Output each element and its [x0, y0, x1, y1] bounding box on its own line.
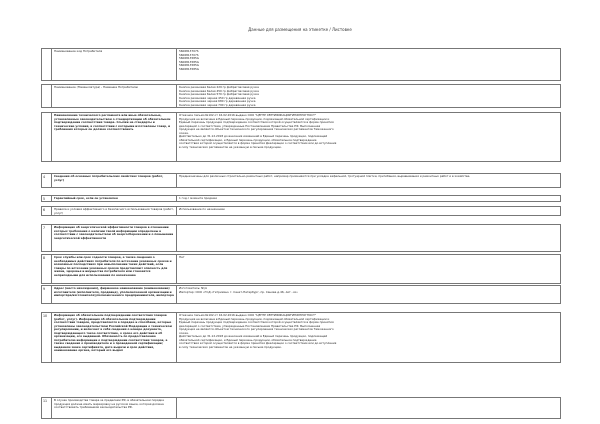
table-row [41, 206, 561, 216]
row-label: Сведения об основных потребительских свойствах товаров (работ, услуг) [52, 174, 177, 187]
value-line: Кнопка резиновая белая 570 гр фибрагласовая ручка [179, 93, 259, 96]
row-number [42, 113, 52, 161]
row-number: 11 [42, 398, 52, 418]
value-line: Продукция не включена в Единый перечень продукции, подлежащей обязательной сертификации и [179, 317, 330, 321]
value-line: деклараций о соответствии, утвержденные Постановлением Правительства РФ. Выполненная [179, 124, 321, 128]
row-number [42, 85, 52, 107]
row-number: 5 [42, 196, 52, 201]
value-line: Кнопка резиновая белая 229 гр фибрагласовая ручка [179, 86, 259, 89]
value-line: Кнопка резиновая белая 450 гр фибрагласовая ручка [179, 89, 259, 93]
table-row [41, 173, 561, 188]
row-label: Наименование код Потребителя [52, 49, 177, 80]
table-row [41, 397, 561, 419]
row-value [177, 85, 560, 107]
value-line: 5606813585G [179, 57, 199, 60]
value-line: Отказное письмо №102 от 16.02.2016 выдано ООО "ЦЕНТР СЕРТИФИКАЦИИ"ИНЖПРОГНОСТ" [179, 114, 317, 117]
value-line: Нет [179, 256, 185, 259]
row-number: 8 [42, 255, 52, 283]
value-line: 1 год с момента продажи [179, 197, 218, 200]
row-number [42, 49, 52, 80]
row-number: 4 [42, 174, 52, 187]
table-row [41, 312, 561, 363]
value-line: союза. [179, 331, 189, 335]
row-label: Наименование технического регламента или иные обязательные, установленные законодательством о стандартизации об обязательном подтверждении соответствия товара. Ссылки на стандарты и технические условия, в соответствии с которыми изготовлены товар, и требования которых он должен соответствовать [52, 113, 177, 161]
row-label: Информация об энергетической эффективности товаров в отношении которых требования о наличии такой информации определены в соответствии с законодательством об энергосбережении и о повышении энергетической эффективности [52, 225, 177, 251]
value-line: Действительно до 31.12.2018 до внесения изменений в Единый перечень продукции, подлежащей [179, 335, 328, 338]
value-line: 5606813707S [179, 53, 199, 57]
table-row [41, 84, 561, 108]
row-number: 10 [42, 313, 52, 362]
value-line: в силу технических регламентов на указанную в письме продукцию. [179, 145, 282, 149]
row-label: Срок службы или срок годности товаров, а также сведения о необходимых действиях потребителя по истечении указанных сроков и возможных последствиях при невыполнении таких действий, если товары по истечении указанных сроков представляют опасность для жизни, здоровья и имущества потребителя или становятся непригодными для использования по назначению [52, 255, 177, 283]
row-value [177, 225, 560, 251]
row-value [177, 113, 560, 161]
value-line: деклараций о соответствии, утвержденные Постановлением Правительства РФ. Выполненная [179, 324, 321, 328]
value-line: Кнопка резиновая черная 680 гр деревянная ручка [179, 100, 256, 103]
value-line: Предназначены для различных строительно-ремонтных работ, например применяются при укладке кафельной, тротуарной плитки, пригибания, выравнивания и ремонтных работ и в хозяйстве. [179, 175, 471, 178]
row-value [177, 174, 560, 187]
table-row [41, 195, 561, 202]
row-value [177, 196, 560, 201]
table-row [41, 112, 561, 162]
table-row [41, 224, 561, 252]
value-line: Импортер: ООО «ГСД «Гетриман» г. Санкт-Петербург, пр. Санова д.46, лит. «А» [179, 290, 298, 294]
value-line: обязательной сертификации, и Единый перечень продукции, обязательное подтверждение [179, 338, 317, 342]
value-line: соответствия которой осуществляется в форме принятия Декларации о соответствии или до вступления [179, 342, 337, 345]
table-row [41, 48, 561, 81]
row-label: Наименование (Номенклатура) - Название Потребителю [52, 85, 177, 107]
value-line: Отказное письмо №102 от 16.02.2016 выдано ООО "ЦЕНТР СЕРТИФИКАЦИИ"ИНЖПРОГНОСТ" [179, 314, 317, 317]
row-value [177, 49, 560, 80]
value-line: Единый перечень продукции подтверждение соответствия которой осуществляется в форме принятия [179, 121, 334, 124]
value-line: Действительно до 31.12.2018 до внесения изменений в Единый перечень продукции, подлежащей [179, 135, 328, 138]
value-line: обязательной сертификации, и Единый перечень продукции, обязательное подтверждение [179, 138, 317, 142]
row-value [177, 255, 560, 283]
value-line: Единый перечень продукции подтверждение соответствия которой осуществляется в форме принятия [179, 321, 334, 324]
row-value [177, 286, 560, 303]
value-line: 5606813585G [179, 60, 199, 64]
row-label: Гарантийный срок, если он установлен [52, 196, 177, 201]
value-line: продукция не является объектом технического регулирования технических регламентов Таможенного [179, 328, 334, 331]
value-line: в силу технических регламентов на указанную в письме продукцию. [179, 345, 282, 349]
document-title: Данные для размещения на этикетке / Листовке [248, 27, 352, 32]
row-label: В случае производства товара за пределами РФ, в обязательном порядке продукция должна иметь маркировку на русском языке, которая должна соответствовать требованиям законодательства РФ. [52, 398, 177, 418]
row-number: 7 [42, 225, 52, 251]
value-line: Изготовитель: N\/A [179, 287, 208, 290]
value-line: Кнопка резиновая черная 450 гр деревянная ручка [179, 96, 256, 100]
row-value [177, 207, 560, 215]
value-line: продукция не является объектом технического регулирования технических регламентов Таможенного [179, 128, 334, 131]
row-number: 9 [42, 286, 52, 303]
row-value [177, 313, 560, 362]
value-line: союза. [179, 131, 189, 135]
row-label: Информация об обязательном подтверждении соответствия товаров (работ, услуг). Информация об обязательном подтверждении соответствия товаров, представляется в порядке и способами, которые установлены законодательством Российской Федерации о техническом регулировании, и включает в себя сведения о номере документа, подтверждающего такое соответствие, о сроке его действия и об организации, его выдавшей. Обязанность по предоставлению потребителю информации о подтверждении соответствия товаров, а также сведения о производителе и о проведенной сертификации; выданном знаке сертификата, дате выдачи и срок действия, наименование органа, который его выдал [52, 313, 177, 362]
value-line: 5606813585G [179, 67, 199, 71]
value-line: 5606813707S [179, 50, 199, 53]
table-row [41, 285, 561, 304]
row-number: 6 [42, 207, 52, 215]
row-value [177, 398, 560, 418]
value-line: соответствия которой осуществляется в форме принятия Декларации о соответствии или до вступления [179, 142, 337, 145]
table-row [41, 254, 561, 284]
value-line: 5606813585G [179, 64, 199, 67]
row-label: Правила и условия эффективного и безопасного использования товаров (работ, услуг) [52, 207, 177, 215]
value-line: Использование по назначению [179, 208, 225, 211]
value-line: Кнопка резиновая черная 790 гр деревянная ручка [179, 103, 256, 107]
row-label: Адрес (место нахождения), фирменное наименование (наименование) изготовителя (исполнителя, продавца), уполномоченной организации и импортёра/изготовителя/уполномоченного предпринимателя, импортера [52, 286, 177, 303]
value-line: Продукция не включена в Единый перечень продукции, подлежащей обязательной сертификации и [179, 117, 330, 121]
